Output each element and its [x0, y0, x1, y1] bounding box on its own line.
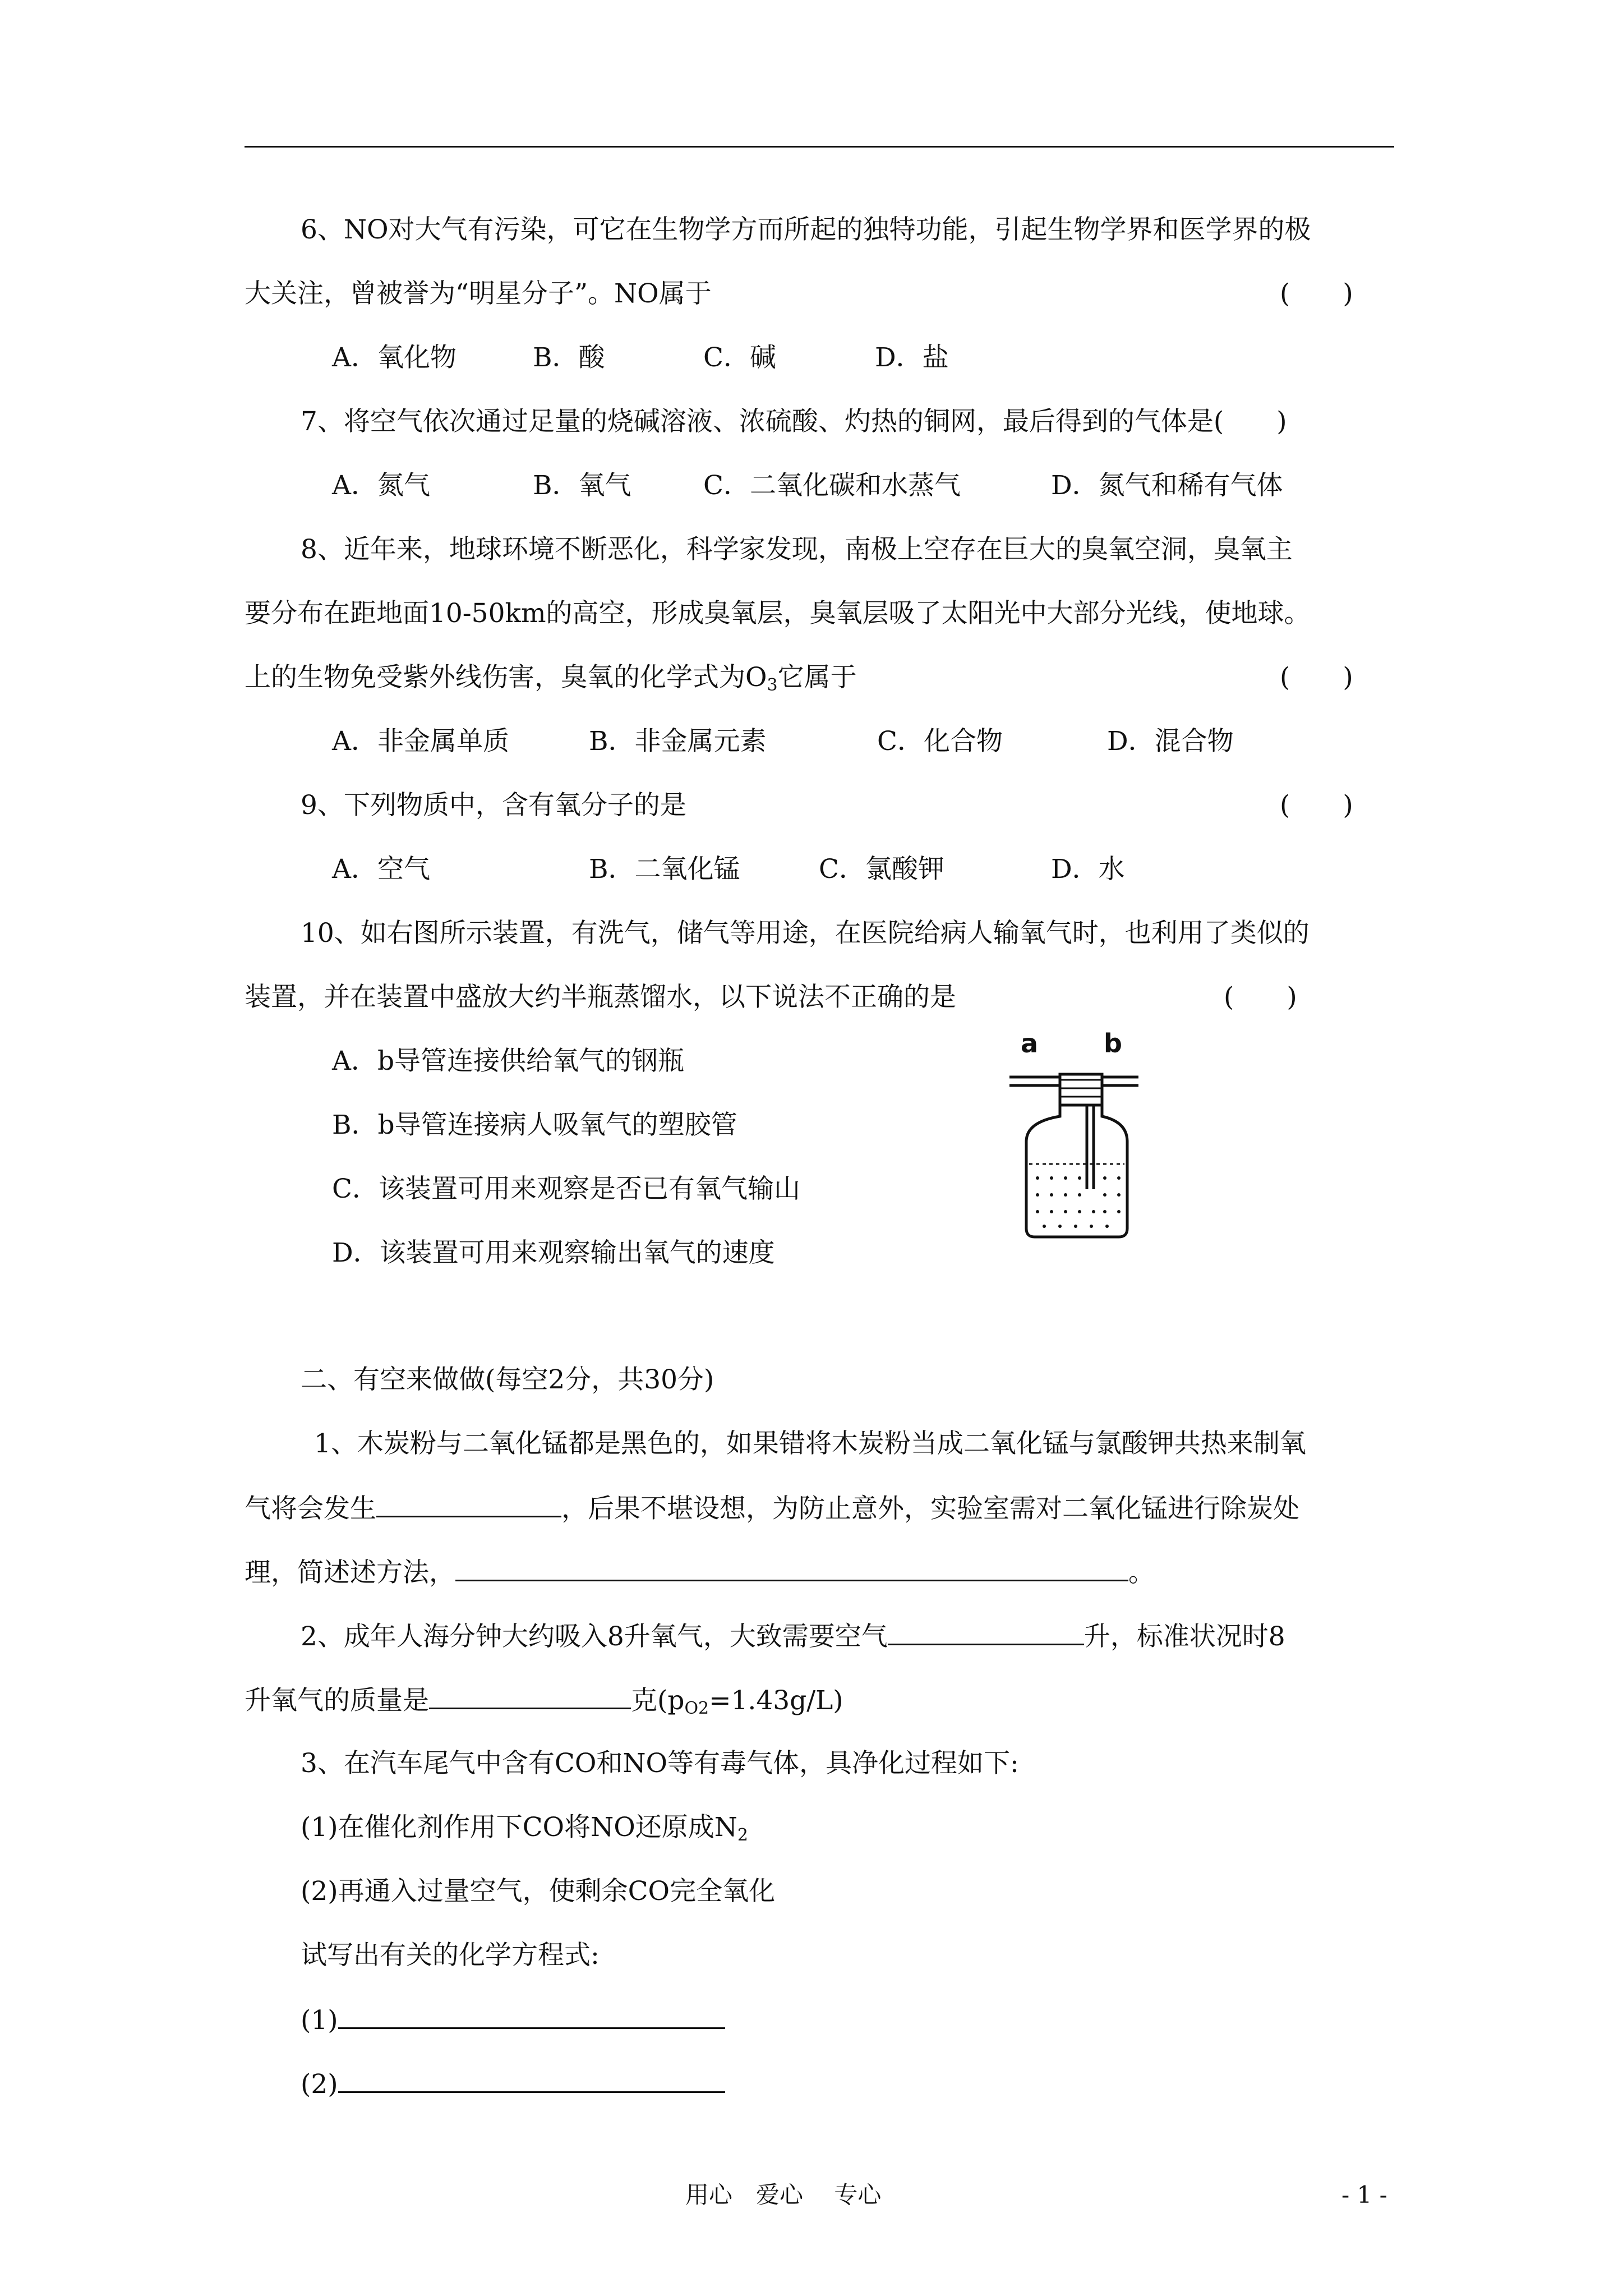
q8-line1: 8、近年来，地球环境不断恶化，科学家发现，南极上空存在巨大的臭氧空洞，臭氧主	[301, 534, 1293, 565]
q9-option-a: A．空气	[332, 854, 430, 885]
section2-title: 二、有空来做做(每空2分，共30分)	[301, 1364, 714, 1395]
page-number: - 1 -	[1341, 2181, 1387, 2208]
q6-option-c: C．碱	[703, 342, 776, 373]
washing-bottle-figure	[1004, 1021, 1150, 1245]
q8-line2: 要分布在距地面10-50km的高空，形成臭氧层，臭氧层吸了太阳光中大部分光线，使地球。	[245, 598, 1311, 629]
f1-line1: 1、木炭粉与二氧化锰都是黑色的，如果错将木炭粉当成二氧化锰与氯酸钾共热来制氧	[314, 1428, 1306, 1459]
q10-option-c: C．该装置可用来观察是否已有氧气输山	[332, 1174, 800, 1204]
f1-blank-1[interactable]	[376, 1491, 561, 1517]
q10-option-b: B．b导管连接病人吸氧气的塑胶管	[332, 1110, 737, 1140]
q10-option-a: A．b导管连接供给氧气的钢瓶	[332, 1046, 685, 1076]
q6-option-b: B．酸	[533, 342, 605, 373]
q8-option-b: B．非金属元素	[589, 726, 767, 757]
q9-option-b: B．二氧化锰	[589, 854, 740, 885]
f2-line1: 2、成年人海分钟大约吸入8升氧气，大致需要空气 升，标准状况时8	[301, 1619, 1285, 1654]
f3-prompt: 试写出有关的化学方程式:	[301, 1940, 600, 1971]
q9-option-c: C．氯酸钾	[819, 854, 944, 885]
q10-option-d: D．该装置可用来观察输出氧气的速度	[332, 1237, 775, 1268]
f1-line2: 气将会发生 ，后果不堪设想，为防止意外，实验室需对二氧化锰进行除炭处	[245, 1491, 1299, 1526]
q9-option-d: D．水	[1051, 854, 1125, 885]
f3-line1: 3、在汽车尾气中含有CO和NO等有毒气体，具净化过程如下:	[301, 1748, 1019, 1779]
f1-blank-2[interactable]	[455, 1555, 1128, 1581]
q7-option-a: A．氮气	[332, 470, 430, 501]
f3-step1: (1)在催化剂作用下CO将NO还原成$N_2$	[301, 1812, 748, 1845]
q7-line1: 7、将空气依次通过足量的烧碱溶液、浓硫酸、灼热的铜网，最后得到的气体是( )	[301, 406, 1287, 437]
f3-answer-2: (2)	[301, 2067, 725, 2101]
q7-option-d: D．氮气和稀有气体	[1051, 470, 1283, 501]
header-rule	[245, 146, 1394, 148]
q6-option-d: D．盐	[875, 342, 949, 373]
tube-b-label: b	[1104, 1028, 1122, 1059]
q6-option-a: A．氧化物	[332, 342, 457, 373]
q7-option-b: B．氧气	[533, 470, 631, 501]
q8-option-d: D．混合物	[1107, 726, 1234, 757]
f3-answer-1: (1)	[301, 2003, 725, 2037]
q6-line1: 6、NO对大气有污染，可它在生物学方而所起的独特功能，引起生物学界和医学界的极	[301, 214, 1311, 245]
q6-answer-paren: ( )	[1280, 278, 1353, 309]
f2-blank-2[interactable]	[429, 1683, 631, 1709]
q9-answer-paren: ( )	[1280, 790, 1353, 821]
q6-line2: 大关注，曾被誉为“明星分子”。NO属于	[245, 278, 712, 309]
q7-option-c: C．二氧化碳和水蒸气	[703, 470, 961, 501]
f3-step2: (2)再通入过量空气，使剩余CO完全氧化	[301, 1876, 776, 1907]
q8-answer-paren: ( )	[1280, 662, 1353, 693]
f1-line3: 理，简述述方法， 。	[245, 1555, 1155, 1590]
tube-a-label: a	[1021, 1028, 1039, 1059]
footer-motto: 用心 爱心 专心	[685, 2181, 882, 2208]
f3-blank-2[interactable]	[338, 2067, 725, 2093]
q8-option-c: C．化合物	[877, 726, 1003, 757]
q10-line2: 装置，并在装置中盛放大约半瓶蒸馏水，以下说法不正确的是	[245, 982, 956, 1013]
q10-line1: 10、如右图所示装置，有洗气，储气等用途，在医院给病人输氧气时，也利用了类似的	[301, 918, 1310, 949]
q8-line3: 上的生物免受紫外线伤害，臭氧的化学式为$O_3$它属于	[245, 662, 857, 695]
f2-line2: 升氧气的质量是 克$(p_{O2}=1.43g/L)$	[245, 1683, 843, 1726]
f2-blank-1[interactable]	[888, 1619, 1084, 1645]
q9-line1: 9、下列物质中，含有氧分子的是	[301, 790, 686, 821]
q8-option-a: A．非金属单质	[332, 726, 509, 757]
f3-blank-1[interactable]	[338, 2003, 725, 2029]
q10-answer-paren: ( )	[1224, 982, 1297, 1013]
